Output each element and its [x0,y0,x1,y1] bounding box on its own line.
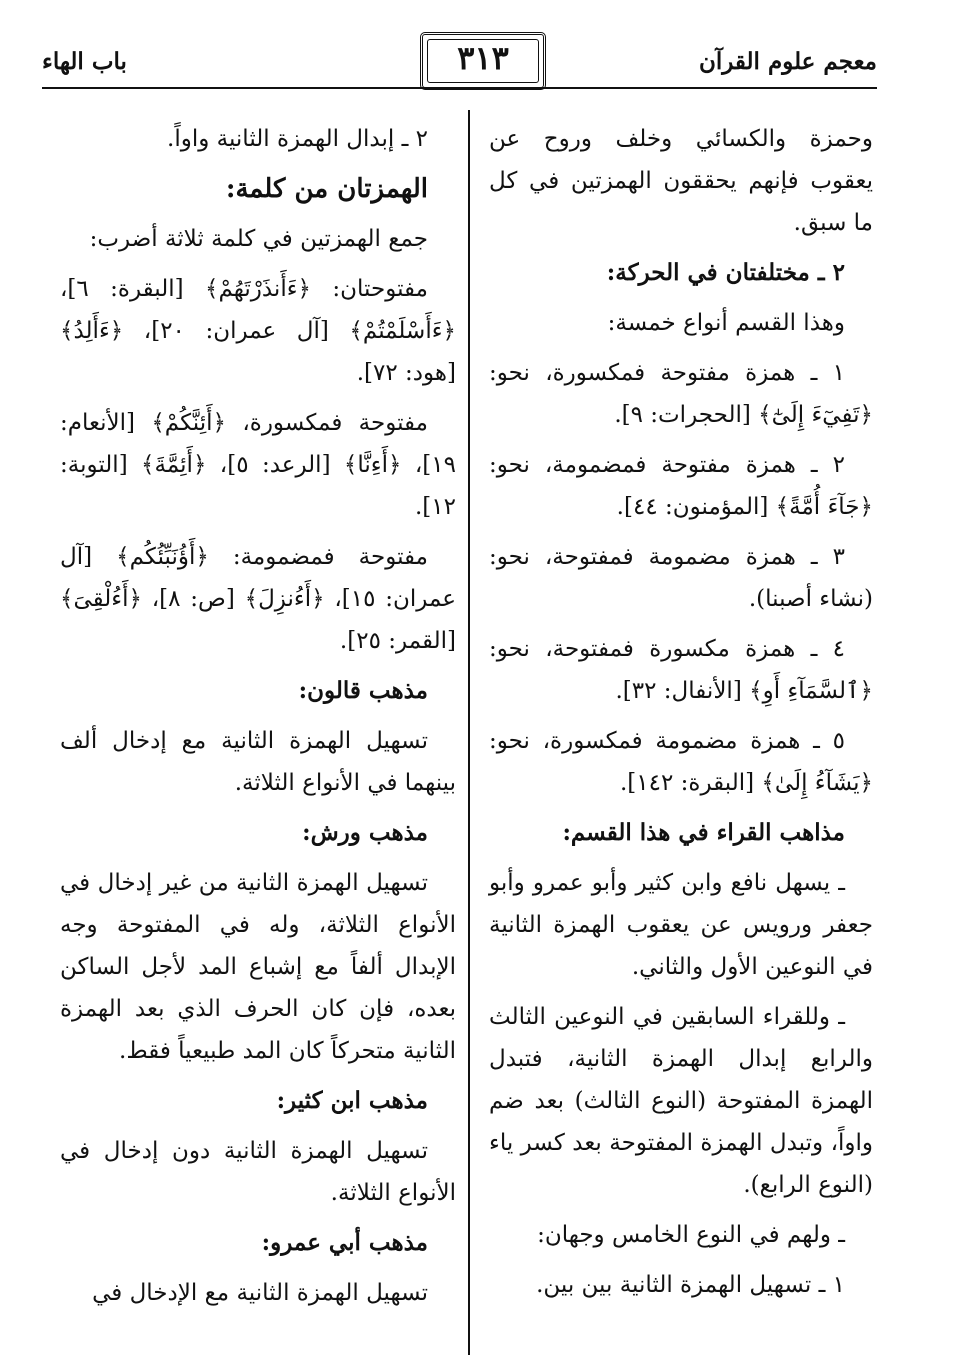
paragraph: مفتوحة فمكسورة، ﴿أَئِنَّكُمْ﴾ [الأنعام: ١٩]، ﴿أَءِنَّا﴾ [الرعد: ٥]، ﴿أَئِمَّةَ﴾ [التوبة: ١٢]. [60,410,456,520]
section-heading: مذهب أبي عمرو: [261,1229,428,1256]
list-item: ٢ ـ همزة مفتوحة فمضمومة، نحو: ﴿جَآءَ أُمَّةً﴾ [المؤمنون: ٤٤]. [489,452,873,520]
list-item: ٤ ـ همزة مكسورة فمفتوحة، نحو: ﴿ٱلسَّمَآءِ أَوِ﴾ [الأنفال: ٣٢]. [489,636,873,704]
left-column [60,118,456,1322]
paragraph: تسهيل الهمزة الثانية دون إدخال في الأنواع الثلاثة. [60,1138,456,1206]
paragraph: مفتوحة فمضمومة: ﴿أَؤُنَبِّئُكُم﴾ [آل عمران: ١٥]، ﴿أَءُنزِلَ﴾ [ص: ٨]، ﴿أَءُلْقِىَ﴾ [القمر: ٢٥]. [60,544,456,654]
chapter-title: باب الهاء [42,48,127,75]
right-column [489,118,873,1314]
list-item: ٢ ـ إبدال الهمزة الثانية واواً. [167,126,428,152]
page-number: ٣١٣ [457,39,509,77]
paragraph: وهذا القسم أنواع خمسة: [607,310,845,336]
section-heading: مذهب ورش: [302,819,428,846]
section-heading: مذهب قالون: [298,677,428,704]
column-divider [468,110,470,1355]
paragraph: مفتوحتان: ﴿ءَأَنذَرْتَهُمْ﴾ [البقرة: ٦]، ﴿ءَأَسْلَمْتُمْ﴾ [آل عمران: ٢٠]، ﴿ءَأَلِدُ﴾ [هود: ٧٢]. [60,276,456,386]
section-heading: الهمزتان من كلمة: [225,174,428,204]
paragraph: تسهيل الهمزة الثانية من غير إدخال في الأنواع الثلاثة، وله في المفتوحة وجه الإبدال ألفاً مع إشباع المد لأجل الساكن بعده، فإن كان الحرف الذي بعد الهمزة الثانية متحركاً كان المد طبيعياً فقط. [60,870,456,1064]
header-divider [42,87,877,89]
section-heading: ٢ ـ مختلفتان في الحركة: [606,259,845,286]
paragraph: ـ يسهل نافع وابن كثير وأبو عمرو وأبو جعفر ورويس عن يعقوب الهمزة الثانية في النوعين الأول والثاني. [489,870,873,980]
page-header [42,30,877,90]
list-item: ٣ ـ همزة مضمومة فمفتوحة، نحو: (نشاء أصبنا). [489,544,873,612]
paragraph: تسهيل الهمزة الثانية مع إدخال ألف بينهما في الأنواع الثلاثة. [60,728,456,796]
section-heading: مذهب ابن كثير: [276,1087,428,1114]
book-title: معجم علوم القرآن [698,48,877,75]
paragraph: ـ وللقراء السابقين في النوعين الثالث والرابع إبدال الهمزة الثانية، فتبدل الهمزة المفتوحة (النوع الثالث) بعد ضم واواً، وتبدل الهمزة المفتوحة بعد كسر ياء (النوع الرابع). [489,1004,873,1198]
paragraph: ـ ولهم في النوع الخامس وجهان: [537,1222,845,1248]
list-item: ١ ـ همزة مفتوحة فمكسورة، نحو: ﴿تَفِيٓءَ إِلَىٰٓ﴾ [الحجرات: ٩]. [489,360,873,428]
paragraph: جمع الهمزتين في كلمة ثلاثة أضرب: [89,226,428,252]
paragraph: وحمزة والكسائي وخلف وروح عن يعقوب فإنهم يحققون الهمزتين في كل ما سبق. [489,126,873,236]
paragraph: تسهيل الهمزة الثانية مع الإدخال في [92,1280,428,1306]
list-item: ١ ـ تسهيل الهمزة الثانية بين بين. [536,1272,845,1298]
list-item: ٥ ـ همزة مضمومة فمكسورة، نحو: ﴿يَشَآءُ إِلَىٰ﴾ [البقرة: ١٤٢]. [489,728,873,796]
page-number-frame [420,32,546,90]
section-heading: مذاهب القراء في هذا القسم: [562,819,845,846]
